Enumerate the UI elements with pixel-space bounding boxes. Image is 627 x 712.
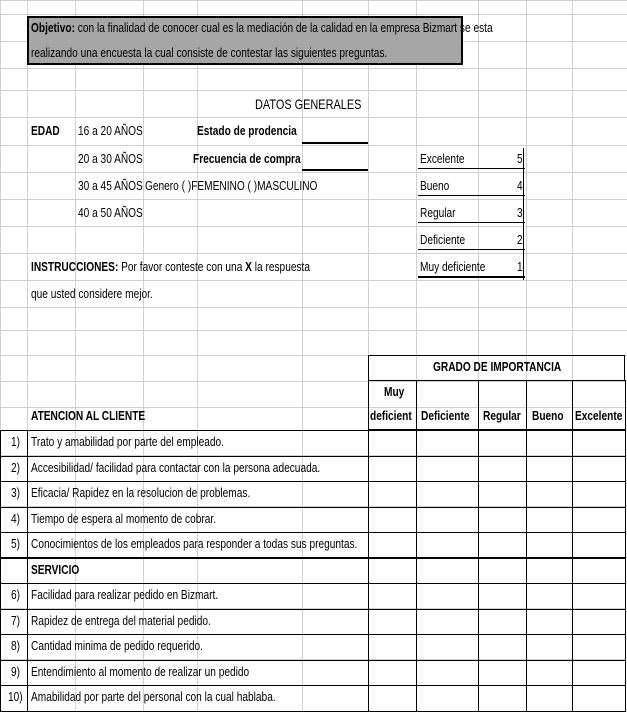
answer-cell[interactable]	[368, 456, 417, 482]
answer-cell[interactable]	[478, 685, 527, 712]
column-deficient-label: deficient	[370, 408, 412, 423]
answer-cell[interactable]	[572, 634, 626, 661]
answer-cell[interactable]	[416, 532, 479, 559]
answer-cell[interactable]	[572, 430, 626, 457]
question-number: 4)	[11, 511, 21, 526]
grid-hline	[0, 14, 627, 15]
instrucciones-text-after: la respuesta	[254, 259, 311, 274]
answer-cell[interactable]	[416, 609, 479, 635]
grid-hline	[0, 172, 627, 173]
answer-cell[interactable]	[478, 481, 527, 508]
question-text: Entendimiento al momento de realizar un pedido	[31, 664, 250, 679]
answer-cell[interactable]	[572, 532, 626, 559]
instrucciones-line1	[31, 259, 310, 275]
answer-cell[interactable]	[416, 481, 479, 508]
answer-cell[interactable]	[368, 507, 417, 533]
answer-cell[interactable]	[368, 532, 417, 559]
grid-hline	[0, 226, 627, 227]
answer-cell[interactable]	[368, 660, 417, 686]
answer-cell[interactable]	[416, 685, 479, 712]
answer-cell[interactable]	[478, 532, 527, 559]
section-answer-cell	[526, 557, 573, 584]
answer-cell[interactable]	[572, 685, 626, 712]
question-number: 5)	[11, 536, 21, 551]
objetivo-line2: realizando una encuesta la cual consiste de contestar las siguientes preguntas.	[31, 45, 388, 60]
scale-underline	[418, 276, 525, 278]
answer-cell[interactable]	[526, 507, 573, 533]
grado-header-label: GRADO DE IMPORTANCIA	[433, 359, 562, 374]
datos-generales-title: DATOS GENERALES	[255, 96, 362, 112]
frecuencia-label: Frecuencia de compra	[193, 151, 301, 166]
column-muy-label: Muy	[384, 384, 405, 399]
answer-cell[interactable]	[368, 685, 417, 712]
question-text: Tiempo de espera al momento de cobrar.	[31, 511, 217, 526]
answer-cell[interactable]	[416, 456, 479, 482]
scale-label-2: Bueno	[420, 178, 450, 193]
answer-cell[interactable]	[368, 430, 417, 457]
section-answer-cell	[478, 557, 527, 584]
answer-cell[interactable]	[572, 660, 626, 686]
instrucciones-x: X	[245, 259, 252, 274]
edad-option-2: 20 a 30 AÑOS	[78, 151, 143, 166]
answer-cell[interactable]	[478, 430, 527, 457]
column-excelente-label: Excelente	[575, 408, 623, 423]
instrucciones-label: INSTRUCCIONES:	[31, 259, 119, 274]
objetivo-label: Objetivo:	[31, 20, 75, 35]
answer-cell[interactable]	[368, 609, 417, 635]
answer-cell[interactable]	[572, 507, 626, 533]
question-number: 9)	[11, 664, 21, 679]
scale-value-1: 5	[517, 151, 523, 166]
objetivo-text: con la finalidad de conocer cual es la mediación de la calidad en la empresa Bizmart se esta	[77, 20, 493, 35]
column-regular-label: Regular	[483, 408, 521, 423]
grid-hline	[0, 330, 627, 331]
answer-cell[interactable]	[526, 456, 573, 482]
answer-cell[interactable]	[416, 507, 479, 533]
answer-cell[interactable]	[572, 583, 626, 610]
answer-cell[interactable]	[526, 481, 573, 508]
scale-label-3: Regular	[420, 205, 456, 220]
answer-cell[interactable]	[572, 609, 626, 635]
answer-cell[interactable]	[416, 660, 479, 686]
edad-option-3: 30 a 45 AÑOS	[78, 178, 143, 193]
scale-value-2: 4	[517, 178, 523, 193]
scale-divider	[523, 148, 524, 280]
answer-cell[interactable]	[572, 456, 626, 482]
question-text: Cantidad minima de pedido requerido.	[31, 638, 203, 653]
scale-label-4: Deficiente	[420, 232, 466, 247]
frecuencia-answer-line[interactable]	[302, 169, 368, 171]
answer-cell[interactable]	[478, 660, 527, 686]
question-text: Eficacia/ Rapidez en la resolucion de problemas.	[31, 485, 251, 500]
scale-label-5: Muy deficiente	[420, 259, 486, 274]
grid-hline	[0, 90, 627, 91]
section-atencion-cliente: ATENCION AL CLIENTE	[31, 408, 146, 423]
column-deficiente-label: Deficiente	[421, 408, 470, 423]
question-number: 10)	[8, 689, 23, 704]
instrucciones-text-before: Por favor conteste con una	[121, 259, 243, 274]
answer-cell[interactable]	[478, 456, 527, 482]
answer-cell[interactable]	[526, 583, 573, 610]
estado-answer-line[interactable]	[302, 142, 368, 144]
answer-cell[interactable]	[526, 532, 573, 559]
answer-cell[interactable]	[368, 481, 417, 508]
scale-value-3: 3	[517, 205, 523, 220]
question-text: Trato y amabilidad por parte del empleado.	[31, 434, 224, 449]
section-answer-cell	[416, 557, 479, 584]
answer-cell[interactable]	[478, 583, 527, 610]
question-text: Conocimientos de los empleados para responder a todas sus preguntas.	[31, 536, 358, 551]
answer-cell[interactable]	[416, 430, 479, 457]
edad-option-1: 16 a 20 AÑOS	[78, 123, 143, 138]
section-servicio: SERVICIO	[31, 562, 80, 577]
answer-cell[interactable]	[526, 685, 573, 712]
question-number: 6)	[11, 587, 21, 602]
objetivo-line1	[31, 20, 493, 36]
answer-cell[interactable]	[416, 583, 479, 610]
question-number: 2)	[11, 460, 21, 475]
grid-hline	[0, 68, 627, 69]
answer-cell[interactable]	[478, 609, 527, 635]
section-number-cell	[0, 557, 28, 584]
answer-cell[interactable]	[572, 481, 626, 508]
edad-option-4: 40 a 50 AÑOS	[78, 205, 143, 220]
scale-underline	[418, 195, 525, 196]
question-text: Rapidez de entrega del material pedido.	[31, 613, 211, 628]
estado-label: Estado de prodencia	[197, 123, 297, 138]
answer-cell[interactable]	[368, 634, 417, 661]
scale-underline	[418, 168, 525, 169]
answer-cell[interactable]	[526, 660, 573, 686]
question-number: 3)	[11, 485, 21, 500]
grid-hline	[0, 145, 627, 146]
scale-label-1: Excelente	[420, 151, 465, 166]
grid-hline	[0, 253, 627, 254]
instrucciones-line2: que usted considere mejor.	[31, 286, 153, 301]
question-number: 7)	[11, 613, 21, 628]
answer-cell[interactable]	[368, 583, 417, 610]
question-number: 8)	[11, 638, 21, 653]
scale-value-4: 2	[517, 232, 523, 247]
grid-hline	[0, 280, 627, 281]
grid-hline	[0, 0, 627, 1]
section-answer-cell	[572, 557, 626, 584]
genero-text: Genero ( )FEMENINO ( )MASCULINO	[145, 178, 318, 193]
scale-value-5: 1	[517, 259, 523, 274]
grid-hline	[0, 199, 627, 200]
question-number: 1)	[11, 434, 21, 449]
edad-label: EDAD	[31, 123, 60, 138]
answer-cell[interactable]	[478, 507, 527, 533]
answer-cell[interactable]	[526, 609, 573, 635]
scale-underline	[418, 249, 525, 250]
grid-hline	[0, 307, 627, 308]
question-text: Accesibilidad/ facilidad para contactar con la persona adecuada.	[31, 460, 321, 475]
answer-cell[interactable]	[478, 634, 527, 661]
answer-cell[interactable]	[416, 634, 479, 661]
column-bueno-label: Bueno	[532, 408, 564, 423]
answer-cell[interactable]	[526, 430, 573, 457]
answer-cell[interactable]	[526, 634, 573, 661]
scale-underline	[418, 222, 525, 223]
section-answer-cell	[368, 557, 417, 584]
question-text: Facilidad para realizar pedido en Bizmart.	[31, 587, 219, 602]
question-text: Amabilidad por parte del personal con la cual hablaba.	[31, 689, 276, 704]
grid-hline	[0, 117, 627, 118]
